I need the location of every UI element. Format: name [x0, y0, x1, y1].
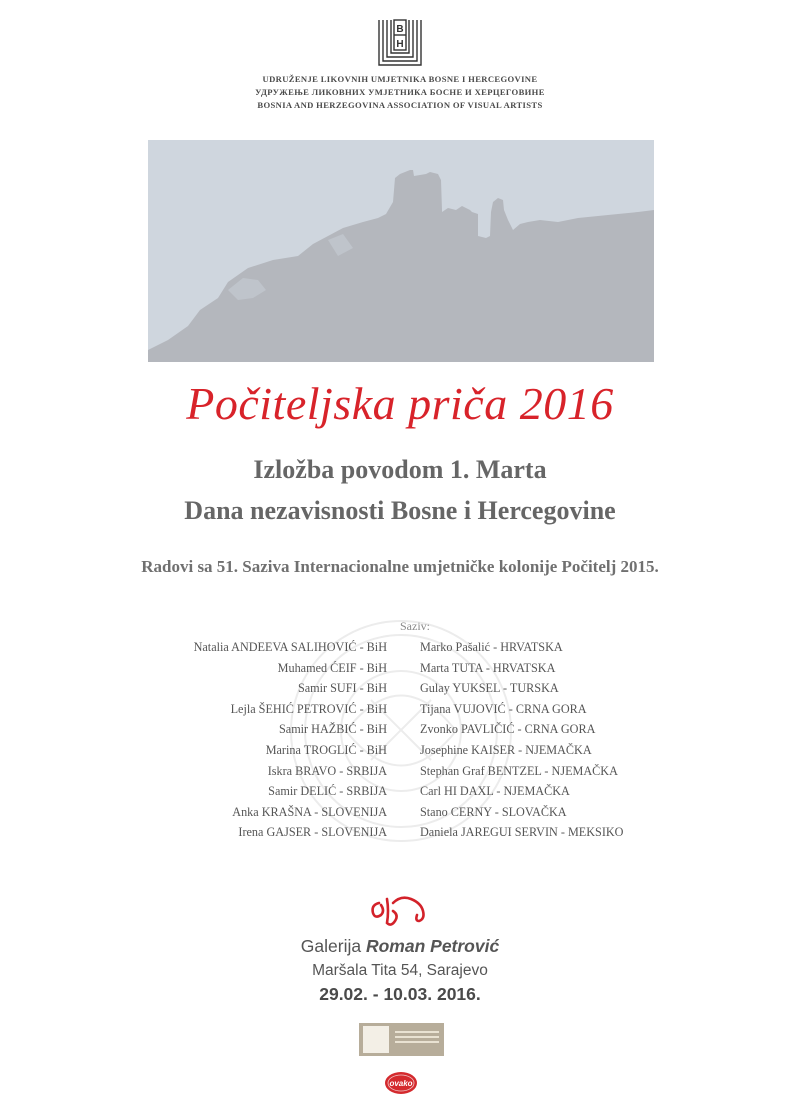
artist-entry: Zvonko PAVLIČIĆ - CRNA GORA [420, 722, 596, 737]
artist-entry: Carl HI DAXL - NJEMAČKA [420, 784, 570, 799]
svg-text:H: H [396, 39, 404, 50]
artist-entry: Samir DELIĆ - SRBIJA [268, 784, 387, 799]
participants-label: Saziv: [400, 619, 430, 633]
subtitle-line-1: Izložba povodom 1. Marta [253, 455, 547, 484]
participants-right-column [420, 637, 720, 843]
artist-entry: Anka KRAŠNA - SLOVENIJA [232, 804, 387, 819]
artist-entry: Gulay YUKSEL - TURSKA [420, 681, 559, 696]
exhibition-dates: 29.02. - 10.03. 2016. [319, 984, 481, 1004]
subtitle-line-2: Dana nezavisnosti Bosne i Hercegovine [184, 496, 616, 525]
artist-entry: Marina TROGLIĆ - BiH [265, 742, 387, 757]
svg-text:ovako: ovako [389, 1079, 413, 1088]
artist-entry: Josephine KAISER - NJEMAČKA [420, 742, 592, 757]
ovako-sponsor-logo [384, 1071, 418, 1095]
association-name-english: BOSNIA AND HERZEGOVINA ASSOCIATION OF VISUAL ARTISTS [257, 100, 543, 110]
association-name-latin: UDRUŽENJE LIKOVNIH UMJETNIKA BOSNE I HERCEGOVINE [262, 74, 538, 84]
ministry-sponsor-logo-icon [363, 1026, 389, 1053]
artist-entry: Iskra BRAVO - SRBIJA [267, 763, 387, 778]
gallery-prefix: Galerija [300, 936, 366, 956]
gallery-logo [365, 893, 435, 929]
ministry-sponsor-logo [359, 1023, 444, 1056]
association-name-cyrillic: УДРУЖЕЊЕ ЛИКОВНИХ УМЈЕТНИКА БОСНЕ И ХЕРЦЕГОВИНЕ [255, 87, 545, 97]
artist-entry: Tijana VUJOVIĆ - CRNA GORA [420, 701, 587, 716]
gallery-address: Maršala Tita 54, Sarajevo [312, 962, 488, 979]
artist-entry: Muhamed ĆEIF - BiH [277, 660, 387, 675]
svg-text:B: B [396, 24, 404, 35]
exhibition-title: Počiteljska priča 2016 [186, 378, 614, 429]
artist-entry: Stano CERNY - SLOVAČKA [420, 804, 567, 819]
gallery-name: Roman Petrović [365, 936, 500, 956]
artist-entry: Stephan Graf BENTZEL - NJEMAČKA [420, 763, 618, 778]
artist-entry: Samir HAŽBIĆ - BiH [279, 722, 387, 737]
association-logo [376, 18, 424, 68]
roman-petrovic-gallery-logo-icon [365, 893, 435, 929]
colony-description: Radovi sa 51. Saziva Internacionalne umjetničke kolonije Počitelj 2015. [141, 557, 659, 576]
artist-entry: Daniela JAREGUI SERVIN - MEKSIKO [420, 825, 624, 840]
gallery-name-line [0, 935, 800, 957]
artist-entry: Marta TUTA - HRVATSKA [420, 660, 556, 675]
fortress-silhouette-icon [148, 140, 654, 362]
artist-entry: Samir SUFI - BiH [297, 681, 387, 696]
participants-left-column [140, 637, 387, 843]
artist-entry: Irena GAJSER - SLOVENIJA [238, 825, 387, 840]
bih-association-logo-icon [376, 18, 424, 68]
pocitelj-banner-image [148, 140, 654, 362]
ovako-sponsor-logo-icon [384, 1071, 418, 1095]
artist-entry: Lejla ŠEHIĆ PETROVIĆ - BiH [230, 701, 387, 716]
artist-entry: Marko Pašalić - HRVATSKA [420, 640, 563, 654]
artist-entry: Natalia ANDEEVA SALIHOVIĆ - BiH [193, 640, 387, 654]
